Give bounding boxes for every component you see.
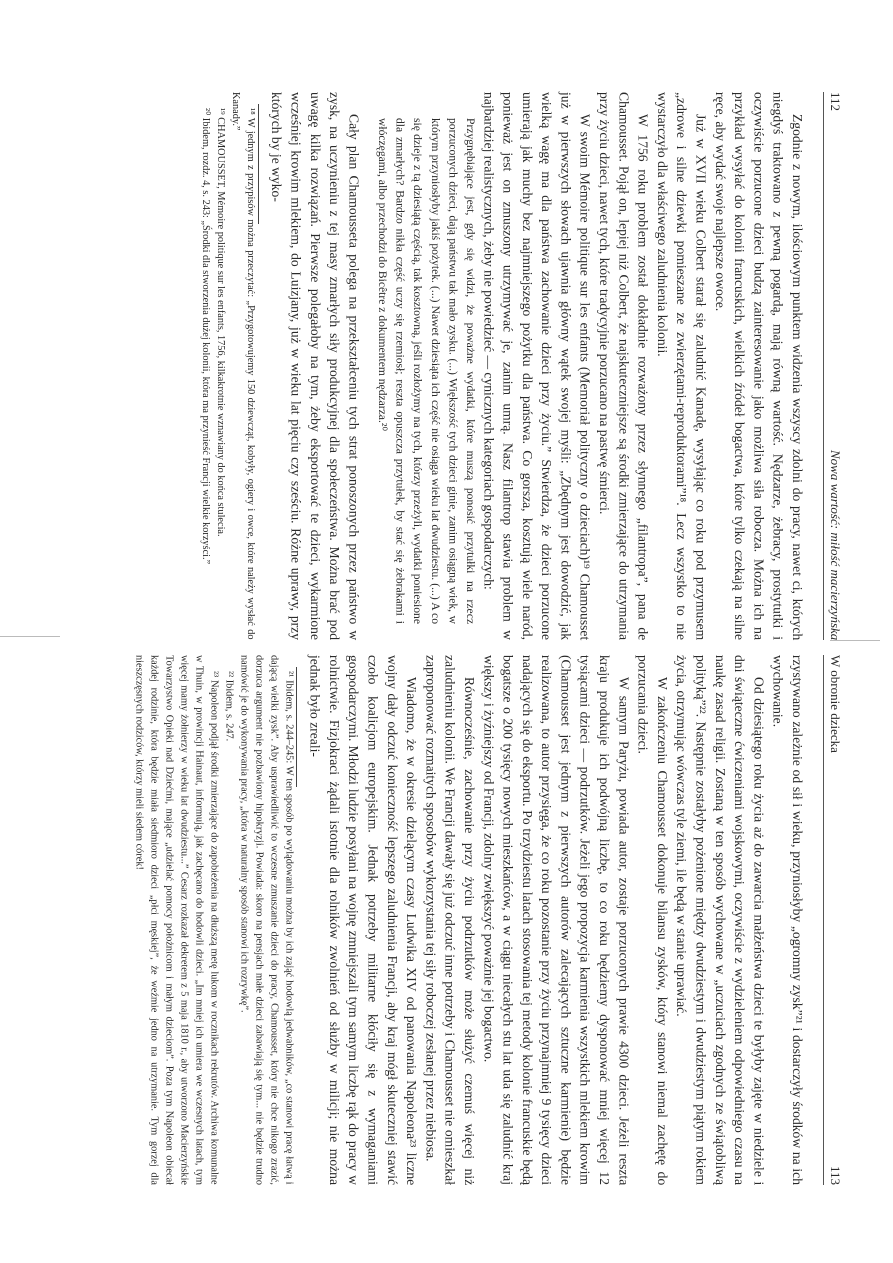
running-head-right xyxy=(823,655,843,1185)
footnote: ²² Ibidem, s. 247. xyxy=(223,671,235,742)
right-page xyxy=(20,655,843,1185)
paragraph: Wiadomo, że w okresie dzielącym czasy Ludwika XIV od panowania Napoleona²³ liczne wojny dały odczuć konieczność lepszego zaludnienia Francji, aby kraj mógł skuteczniej stawić czoło koalicjom europejskim. Jednak potrzeby militarne kłóciły się z wymaganiami gospodarczymi. Młodzi ludzie posyłani na wojnę zmniejszali tym samym liczbę rąk do pracy w rolnictwie. Fizjokraci żądali istotnie dla rolników zwolnień od służby w milicji; nie można jednak było zreali- xyxy=(307,655,420,1185)
footnote-divider xyxy=(258,104,259,224)
paragraph: Zgodnie z nowym, ilościowym punktem widzenia wszyscy zdolni do pracy, nawet ci, których niegdyś traktowano z pewną pogardą, mają równą wartość. Nędzarze, żebracy, prostytutki i oczywiście porzucone dzieci budzą zainteresowanie jako możliwa siła robocza. Można ich na przykład wysyłać do kolonii francuskich, wielkich źródeł bogactwa, które tylko czekają na silne ręce, aby wydać swoje najlepsze owoce. xyxy=(712,92,805,640)
footnote: ²³ Napoleon podjął środki zmierzające do zapobieżenia na dłuższą metę lukom w rocznikach rekrutów. Archiwa komunalne w Thuin, w prowincji Hainaut, informują, jak zachęcano do hodowli dzieci. „Im mniej ich umiera we wczesnych latach, tym więcej mamy żołnierzy w wieku lat dwudziestu...” Cesarz rozkazał dekretem z 5 maja 1810 r., aby utworzono Macierzyńskie Towarzystwo Opieki nad Dziećmi, mające „udzielać pomocy położnicom i małym dzieciom”. Poza tym Napoleon obiecał każdej rodzinie, która będzie miała siedmioro dzieci „płci męskiej”, że weźmie jedno na utrzymanie. Tym gorzej dla nieszczęsnych rodziców, którzy mieli siedem córek! xyxy=(133,655,220,1185)
body-text-left-continued xyxy=(267,92,363,640)
page-number: 112 xyxy=(828,92,843,112)
paragraph: Równocześnie, zachowanie przy życiu podrzutków może służyć czemuś więcej niż zaludnieniu kolonii. We Francji dawały się już odczuć inne potrzeby i Chamousset nie omieszkał zaproponować rozmaitych sposobów wykorzystania tej siły roboczej zesłanej przez niebiosa. xyxy=(423,655,477,1185)
paragraph: W swoim Mémoire politique sur les enfants (Memoriał polityczny o dzieciach)¹⁹ Chamousset już w pierwszych słowach ujawnia główny wątek swojej myśli: „Zbędnym jest dowodzić, jak wielką wagę ma dla państwa zachowanie dzieci przy życiu.” Stwierdza, że dzieci porzucone umierają jak muchy bez najmniejszego pożytku dla państwa. Co gorsza, kosztują wiele naród, ponieważ jest on zmuszony utrzymywać je, zanim umrą. Nasz filantrop stawia problem w najbardziej realistycznych, żeby nie powiedzieć — cynicznych kategoriach gospodarczych: xyxy=(481,92,593,640)
scan-artifact xyxy=(830,640,880,641)
block-quote: Przygnębiające jest, gdy się widzi, że poważne wydatki, które muszą ponosić przytułki na rzecz porzuconych dzieci, dają państwu tak mało zysku. (...) Większość tych dzieci ginie, zanim osiągną wiek, w którym przyniosłyby jakiś pożytek. (...) Nawet dziesiąta ich część nie osiąga wieku lat dwudziestu. (...) A co się dzieje z tą dziesiątą częścią, tak kosztowną, jeśli rozłożymy na tych, którzy przeżyli, wydatki poniesione dla zmarłych? Bardzo nikła część uczy się rzemiosł; reszta opuszcza przytułek, by stać się żebrakami i włóczęgami, albo przechodzi do Bicêtre z dokumentem nędzarza.²⁰ xyxy=(375,118,477,624)
footnote: ¹⁸ W jednym z przypisów można przeczytać: „Przygotowujemy 150 dziewcząt, kobyły, ogiery i owce, które należy wysłać do Kanady.” xyxy=(229,92,256,640)
footnote-divider xyxy=(296,667,297,787)
paragraph: rzystywano zależnie od sił i wieku, przyniosłyby „ogromny zysk”²¹ i dostarczyły środków na ich wychowanie. xyxy=(770,655,805,1185)
footnotes-right xyxy=(131,655,296,1185)
left-page xyxy=(88,92,843,640)
paragraph: Od dziesiątego roku życia aż do zawarcia małżeństwa dzieci te byłyby zajęte w niedziele i dni świąteczne ćwiczeniami wojskowymi, oczywiście z wydzieleniem odpowiedniego czasu na naukę zasad religii. Zostaną w ten sposób wychowane w „uczuciach zgodnych ze świątobliwą polityką”²². Następnie zostałyby pożenione między dwudziestym i dwudziestym piątym rokiem życia, otrzymując wówczas tyle ziemi, ile będą w stanie uprawiać. xyxy=(674,655,767,1185)
body-text-left xyxy=(479,92,807,640)
body-text-right xyxy=(305,655,807,1185)
running-title: W obronie dziecka xyxy=(828,655,843,753)
paragraph: W samym Paryżu, powiada autor, zostaje porzuconych prawie 4300 dzieci. Jeżeli reszta kraju produkuje ich podwójną liczbę, to co roku będziemy dysponować mniej więcej 12 tysiącami dzieci — podrzutków. Jeżeli jego propozycja karmienia wszystkich mlekiem krowim (Chamousset jest jednym z pierwszych autorów zalecających sztuczne karmienie) będzie realizowana, to autor przysięga, że co roku pozostanie przy życiu przynajmniej 9 tysięcy dzieci nadających się do eksportu. Po trzydziestu latach stosowania tej metody kolonie francuskie będą bogatsze o 200 tysięcy nowych mieszkańców, a w ciągu niecałych stu lat uda się zaludnić kraj większy i żyźniejszy od Francji, zdolny zwiększyć poważnie jej bogactwo. xyxy=(481,655,632,1185)
footnote: ²⁰ Ibidem, rozdz. 4, s. 243: „Środki dla stworzenia dużej kolonii, która ma przynieść Francji wielkie korzyści.” xyxy=(199,108,211,565)
footnotes-left xyxy=(198,92,258,640)
page-number: 113 xyxy=(828,1165,843,1185)
scan-artifact xyxy=(0,636,60,637)
running-title: Nowa wartość: miłość macierzyńska xyxy=(828,449,843,640)
footnote: ¹⁹ CHAMOUSSET, Mémoire politique sur les enfants, 1756, kilkakrotnie wznawiany do końca stulecia. xyxy=(214,108,226,538)
running-head-left xyxy=(823,92,843,640)
paragraph: Już w XVII wieku Colbert starał się zaludnić Kanadę, wysyłając co roku pod przymusem „zdrowe i silne dziewki pomieszane ze zwierzętami-reproduktorami”¹⁸. Lecz wszystko to nie wystarczyło dla właściwego zaludnienia kolonii. xyxy=(654,92,709,640)
paragraph: W 1756 roku problem został dokładnie rozważony przez słynnego „filantropa”, pana de Chamousset. Pojął on, lepiej niż Colbert, że najskuteczniejsze są środki zmierzające do utrzymania przy życiu dzieci, nawet tych, które tradycyjnie porzucano na pastwę śmierci. xyxy=(597,92,651,640)
paragraph: W zakończeniu Chamousset dokonuje bilansu zysków, który stanowi niemal zachętę do porzucania dzieci. xyxy=(635,655,670,1185)
footnote: ²¹ Ibidem, s. 244–245: W ten sposób po wylądowaniu można by ich zająć hodowlą jedwabników, „co stanowi pracę łatwą i dającą wielki zysk”. Aby usprawiedliwić to wczesne zmuszanie dzieci do pracy, Chamousset, który nie chce nikogo zrazić, dorzuca argument nie pozbawiony hipokryzji. Powiada: skoro na pensjach małe dzieci zabawiają się tym... nie będzie trudno namówić je do wykonywania pracy, „która w naturalny sposób stanowi ich rozrywkę”. xyxy=(238,655,295,1185)
paragraph: Cały plan Chamousseta polega na przekształceniu tych strat ponoszonych przez państwo w zysk, na uczynieniu z tej masy zmarłych siły produkcyjnej dla społeczeństwa. Można brać pod uwagę kilka rozwiązań. Pierwsze polegałoby na tym, żeby eksportować te dzieci, wykarmione wcześniej krowim mlekiem, do Luizjany, już w wieku lat pięciu czy sześciu. Różne uprawy, przy których by je wyko- xyxy=(269,92,362,640)
